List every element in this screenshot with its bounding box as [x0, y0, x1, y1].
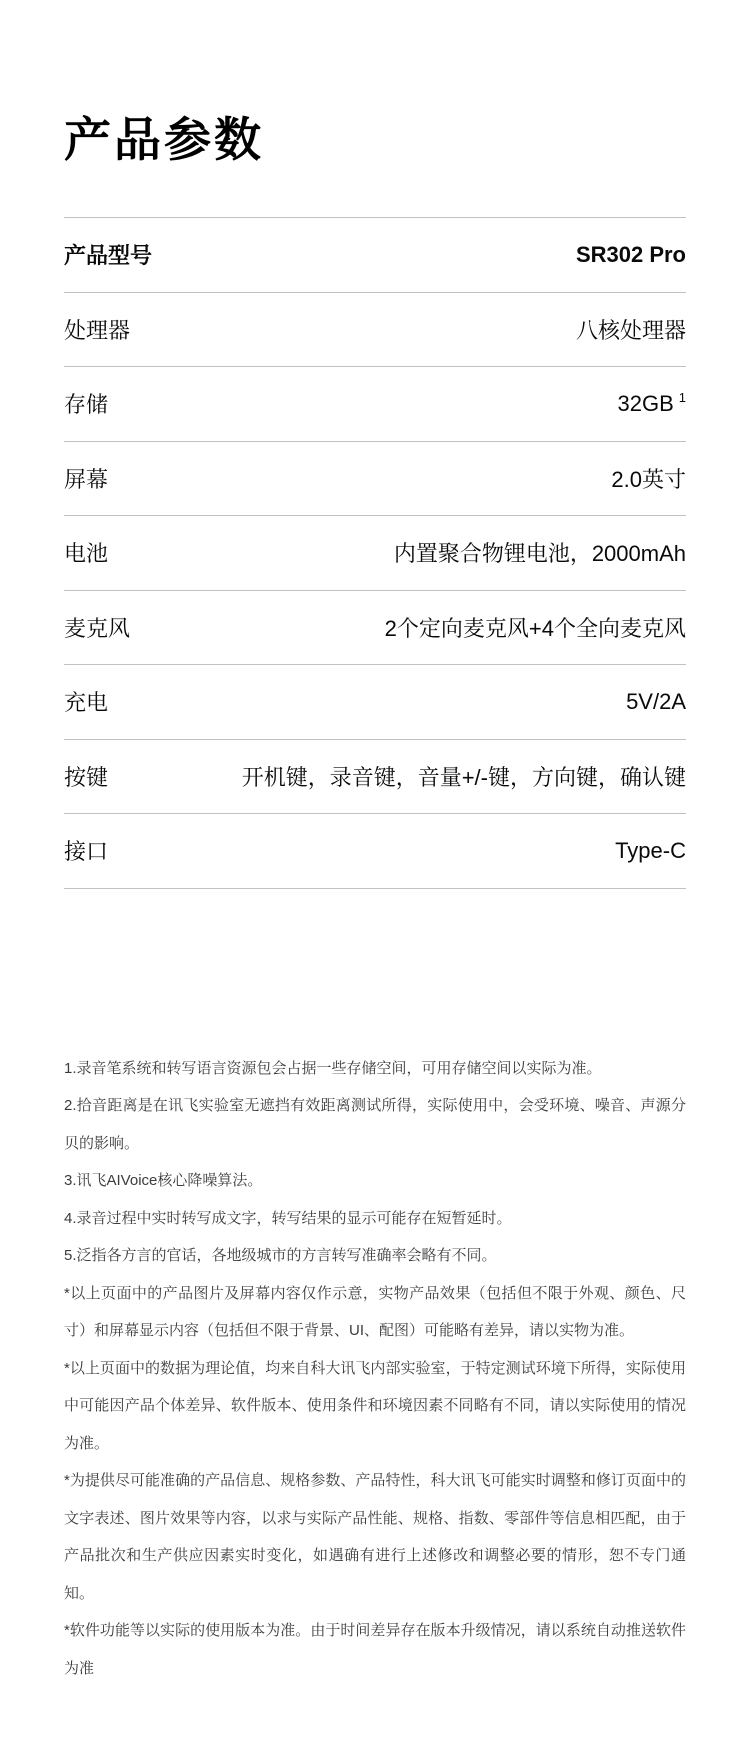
spec-row-port [64, 813, 686, 888]
spec-value: 2个定向麦克风+4个全向麦克风 [384, 615, 686, 641]
spec-label: 产品型号 [64, 243, 153, 269]
spec-label: 麦克风 [64, 615, 131, 641]
footnote-superscript: 1 [678, 390, 686, 406]
spec-label: 电池 [64, 541, 109, 567]
spec-row-screen [64, 441, 686, 516]
spec-table [64, 217, 686, 889]
spec-label: 处理器 [64, 317, 131, 343]
spec-label: 屏幕 [64, 466, 109, 492]
spec-value [108, 391, 686, 417]
footnote-2: 2.拾音距离是在讯飞实验室无遮挡有效距离测试所得，实际使用中，会受环境、噪音、声源分贝的影响。 [64, 1097, 686, 1152]
disclaimer-2: *以上页面中的数据为理论值，均来自科大讯飞内部实验室，于特定测试环境下所得，实际使用中可能因产品个体差异、软件版本、使用条件和环境因素不同略有不同，请以实际使用的情况为准。 [64, 1359, 686, 1452]
spec-value: 内置聚合物锂电池，2000mAh [393, 541, 686, 567]
footnote-1: 1.录音笔系统和转写语言资源包会占据一些存储空间，可用存储空间以实际为准。 [64, 1059, 602, 1077]
spec-row-charging [64, 664, 686, 739]
spec-label: 存储 [64, 392, 109, 418]
spec-value: Type-C [615, 837, 686, 863]
spec-row-battery [64, 515, 686, 590]
footnote-4: 4.录音过程中实时转写成文字，转写结果的显示可能存在短暂延时。 [64, 1209, 512, 1227]
spec-row-buttons [64, 739, 686, 814]
spec-row-processor [64, 292, 686, 367]
spec-value: 开机键，录音键，音量+/-键，方向键，确认键 [241, 764, 686, 790]
disclaimer-3: *为提供尽可能准确的产品信息、规格参数、产品特性，科大讯飞可能实时调整和修订页面中的文字表述、图片效果等内容，以求与实际产品性能、规格、指数、零部件等信息相匹配，由于产品批次和生产供应因素实时变化，如遇确有进行上述修改和调整必要的情形，恕不专门通知。 [64, 1472, 686, 1602]
spec-label: 接口 [64, 839, 109, 865]
page-title: 产品参数 [64, 113, 264, 166]
storage-value: 32GB [617, 390, 674, 416]
footnote-5: 5.泛指各方言的官话，各地级城市的方言转写准确率会略有不同。 [64, 1247, 497, 1264]
spec-row-model [64, 217, 686, 292]
spec-label: 充电 [64, 690, 109, 716]
spec-row-microphone [64, 590, 686, 665]
content-column [0, 112, 750, 1687]
spec-label: 按键 [64, 764, 109, 790]
footnotes-section [64, 1050, 686, 1688]
spec-value: 八核处理器 [575, 317, 686, 343]
disclaimer-4: *软件功能等以实际的使用版本为准。由于时间差异存在版本升级情况，请以系统自动推送软件为准 [64, 1622, 686, 1677]
disclaimer-1: *以上页面中的产品图片及屏幕内容仅作示意，实物产品效果（包括但不限于外观、颜色、尺寸）和屏幕显示内容（包括但不限于背景、UI、配图）可能略有差异，请以实物为准。 [64, 1284, 686, 1339]
footnote-3: 3.讯飞AIVoice核心降噪算法。 [64, 1172, 263, 1189]
spec-value: 2.0英寸 [611, 466, 686, 492]
spec-value: 5V/2A [626, 688, 686, 714]
spec-value: SR302 Pro [575, 241, 686, 267]
spec-row-storage [64, 366, 686, 441]
